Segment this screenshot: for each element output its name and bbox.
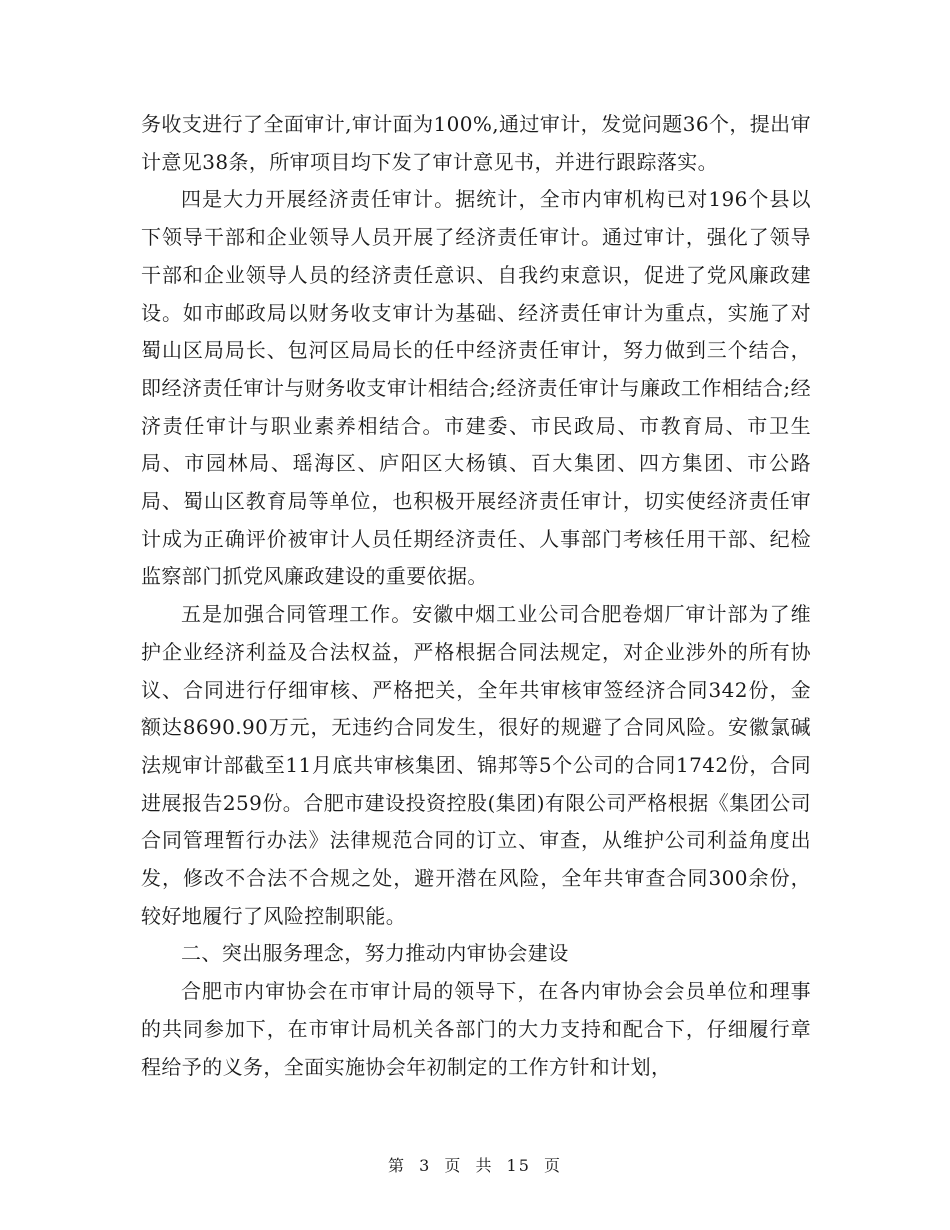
section-heading-association-building: 二、突出服务理念，努力推动内审协会建设 — [181, 941, 569, 966]
document-body — [141, 106, 811, 1086]
paragraph-economic-responsibility-audit: 四是大力开展经济责任审计。据统计，全市内审机构已对196个县以下领导干部和企业领导人员开展了经济责任审计。通过审计，强化了领导干部和企业领导人员的经济责任意识、自我约束意识，促进了党风廉政建设。如市邮政局以财务收支审计为基础、经济责任审计为重点，实施了对蜀山区局局长、包河区局局长的任中经济责任审计，努力做到三个结合，即经济责任审计与财务收支审计相结合;经济责任审计与廉政工作相结合;经济责任审计与职业素养相结合。市建委、市民政局、市教育局、市卫生局、市园林局、瑶海区、庐阳区大杨镇、百大集团、四方集团、市公路局、蜀山区教育局等单位，也积极开展经济责任审计，切实使经济责任审计成为正确评价被审计人员任期经济责任、人事部门考核任用干部、纪检监察部门抓党风廉政建设的重要依据。 — [141, 187, 811, 589]
paragraph-audit-summary: 务收支进行了全面审计,审计面为100%,通过审计，发觉问题36个，提出审计意见38条，所审项目均下发了审计意见书，并进行跟踪落实。 — [141, 112, 811, 174]
page-number-footer: 第 3 页 共 15 页 — [388, 1156, 562, 1175]
paragraph-association-intro: 合肥市内审协会在市审计局的领导下，在各内审协会会员单位和理事的共同参加下，在市审计局机关各部门的大力支持和配合下，仔细履行章程给予的义务，全面实施协会年初制定的工作方针和计划， — [141, 979, 811, 1079]
paragraph-contract-management: 五是加强合同管理工作。安徽中烟工业公司合肥卷烟厂审计部为了维护企业经济利益及合法权益，严格根据合同法规定，对企业涉外的所有协议、合同进行仔细审核、严格把关，全年共审核审签经济合同342份，金额达8690.90万元，无违约合同发生，很好的规避了合同风险。安徽氯碱法规审计部截至11月底共审核集团、锦邦等5个公司的合同1742份，合同进展报告259份。合肥市建设投资控股(集团)有限公司严格根据《集团公司合同管理暂行办法》法律规范合同的订立、审查，从维护公司利益角度出发，修改不合法不合规之处，避开潜在风险，全年共审查合同300余份，较好地履行了风险控制职能。 — [141, 602, 811, 928]
